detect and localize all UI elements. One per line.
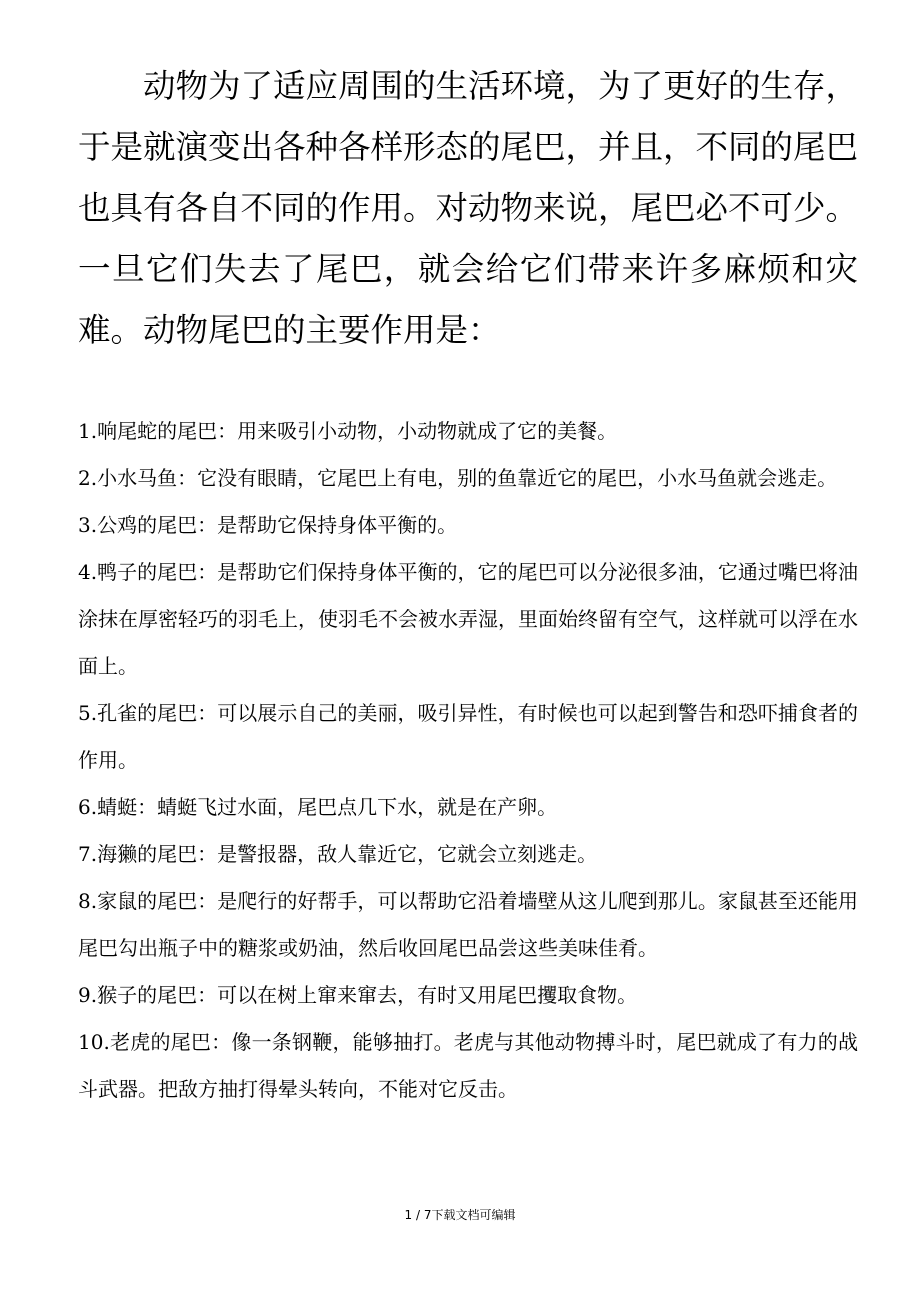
page-footer: 1 / 7下载文档可编辑: [404, 1208, 516, 1222]
list-item: 8.家鼠的尾巴：是爬行的好帮手，可以帮助它沿着墙壁从这儿爬到那儿。家鼠甚至还能用尾巴勾出瓶子中的糖浆或奶油，然后收回尾巴品尝这些美味佳肴。: [78, 889, 858, 960]
list-item: 7.海獭的尾巴：是警报器，敌人靠近它，它就会立刻逃走。: [78, 842, 598, 866]
list-item: 9.猴子的尾巴：可以在树上窜来窜去，有时又用尾巴攫取食物。: [78, 983, 638, 1007]
list-item: 5.孔雀的尾巴：可以展示自己的美丽，吸引异性，有时候也可以起到警告和恐吓捕食者的作用。: [78, 701, 858, 772]
tail-function-list: [78, 408, 858, 1113]
intro-paragraph: 动物为了适应周围的生活环境，为了更好的生存，于是就演变出各种各样形态的尾巴，并且，不同的尾巴也具有各自不同的作用。对动物来说，尾巴必不可少。一旦它们失去了尾巴，就会给它们带来许多麻烦和灾难。动物尾巴的主要作用是：: [78, 67, 859, 349]
list-item: 10.老虎的尾巴：像一条钢鞭，能够抽打。老虎与其他动物搏斗时，尾巴就成了有力的战斗武器。把敌方抽打得晕头转向，不能对它反击。: [78, 1030, 858, 1101]
list-item: 4.鸭子的尾巴：是帮助它们保持身体平衡的，它的尾巴可以分泌很多油，它通过嘴巴将油涂抹在厚密轻巧的羽毛上，使羽毛不会被水弄湿，里面始终留有空气，这样就可以浮在水面上。: [78, 560, 858, 678]
list-item: 1.响尾蛇的尾巴：用来吸引小动物，小动物就成了它的美餐。: [78, 419, 618, 443]
list-item: 6.蜻蜓：蜻蜓飞过水面，尾巴点几下水，就是在产卵。: [78, 795, 558, 819]
list-item: 3.公鸡的尾巴：是帮助它保持身体平衡的。: [78, 513, 458, 537]
list-item: 2.小水马鱼：它没有眼睛，它尾巴上有电，别的鱼靠近它的尾巴，小水马鱼就会逃走。: [78, 466, 838, 490]
